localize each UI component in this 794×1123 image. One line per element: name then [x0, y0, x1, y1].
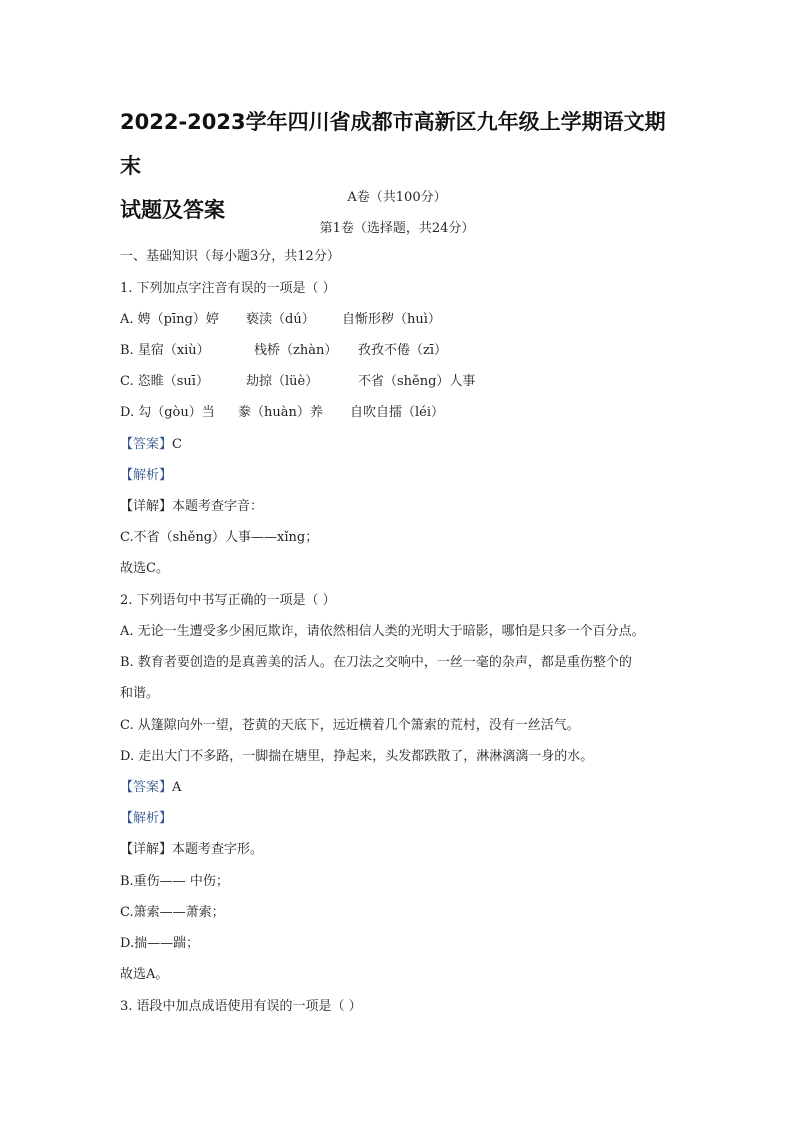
volume-a-heading: A卷（共100分）: [347, 190, 447, 205]
q1-detail: [120, 497, 263, 517]
q1-option-b-item-1: B. 星宿（xiù）: [120, 343, 210, 358]
q2-analysis: [120, 809, 172, 829]
q2-option-b-line-1: B. 教育者要创造的是真善美的活人。在刀法之交响中，一丝一毫的杂声，都是重伤整个的: [120, 655, 632, 670]
q1-option-c-item-1: C. 恣睢（suī）: [120, 374, 209, 389]
q1-answer-tag: 【答案】: [120, 437, 173, 452]
q1-detail-tag: 【详解】: [120, 499, 173, 514]
q1-answer: [120, 435, 182, 455]
q2-answer-value: A: [172, 780, 182, 795]
q1-option-c-item-3: 不省（shěng）人事: [358, 374, 476, 389]
q1-fix-1: C.不省（shěng）人事——xǐng；: [120, 530, 319, 545]
q2-fix-1: B.重伤—— 中伤；: [120, 874, 229, 889]
q1-detail-text: 本题考查字音：: [172, 499, 264, 514]
q2-detail: [120, 840, 263, 860]
q1-option-a-item-1: A. 娉（pīng）婷: [120, 312, 219, 327]
title-line-1: 2022-2023学年四川省成都市高新区九年级上学期语文期末: [120, 110, 666, 178]
q2-answer-tag: 【答案】: [120, 780, 173, 795]
q1-option-b-item-2: 栈桥（zhàn）: [254, 343, 338, 358]
section-heading: 一、基础知识（每小题3分，共12分）: [120, 249, 340, 264]
q1-option-d-item-2: 豢（huàn）养: [238, 405, 323, 420]
q3-stem: 3. 语段中加点成语使用有误的一项是（ ）: [120, 999, 362, 1014]
q2-detail-text: 本题考查字形。: [172, 842, 264, 857]
q1-stem: 1. 下列加点字注音有误的一项是（ ）: [120, 281, 336, 296]
q1-analysis: [120, 466, 172, 486]
q2-stem: 2. 下列语句中书写正确的一项是（ ）: [120, 593, 336, 608]
q2-option-b-line-2: 和谐。: [120, 686, 160, 701]
q1-option-d-item-1: D. 勾（gòu）当: [120, 405, 215, 420]
q1-conclusion: 故选C。: [120, 561, 169, 576]
q2-option-d: D. 走出大门不多路，一脚揣在塘里，挣起来，头发都跌散了，淋淋漓漓一身的水。: [120, 749, 594, 764]
q1-option-a-item-2: 亵渎（dú）: [246, 312, 315, 327]
q1-analysis-tag: 【解析】: [120, 468, 173, 483]
q2-analysis-tag: 【解析】: [120, 811, 173, 826]
q2-fix-3: D.揣——踹；: [120, 936, 200, 951]
q2-detail-tag: 【详解】: [120, 842, 173, 857]
q2-fix-2: C.箫索——萧索；: [120, 905, 225, 920]
volume-1-heading: 第1卷（选择题，共24分）: [319, 221, 475, 236]
q1-option-c-item-2: 劫掠（lüè）: [246, 374, 319, 389]
q1-option-a-item-3: 自惭形秽（huì）: [342, 312, 441, 327]
document-title: [120, 100, 680, 232]
q2-option-c: C. 从篷隙向外一望，苍黄的天底下，远近横着几个箫索的荒村，没有一丝活气。: [120, 718, 580, 733]
q2-option-a: A. 无论一生遭受多少困厄欺诈，请依然相信人类的光明大于暗影，哪怕是只多一个百分点。: [120, 624, 645, 639]
q2-conclusion: 故选A。: [120, 967, 169, 982]
q2-answer: [120, 778, 181, 798]
q1-option-b-item-3: 孜孜不倦（zī）: [358, 343, 448, 358]
q1-option-d-item-3: 自吹自擂（léi）: [350, 405, 445, 420]
title-line-2: 试题及答案: [120, 198, 225, 222]
q1-answer-value: C: [172, 437, 182, 452]
